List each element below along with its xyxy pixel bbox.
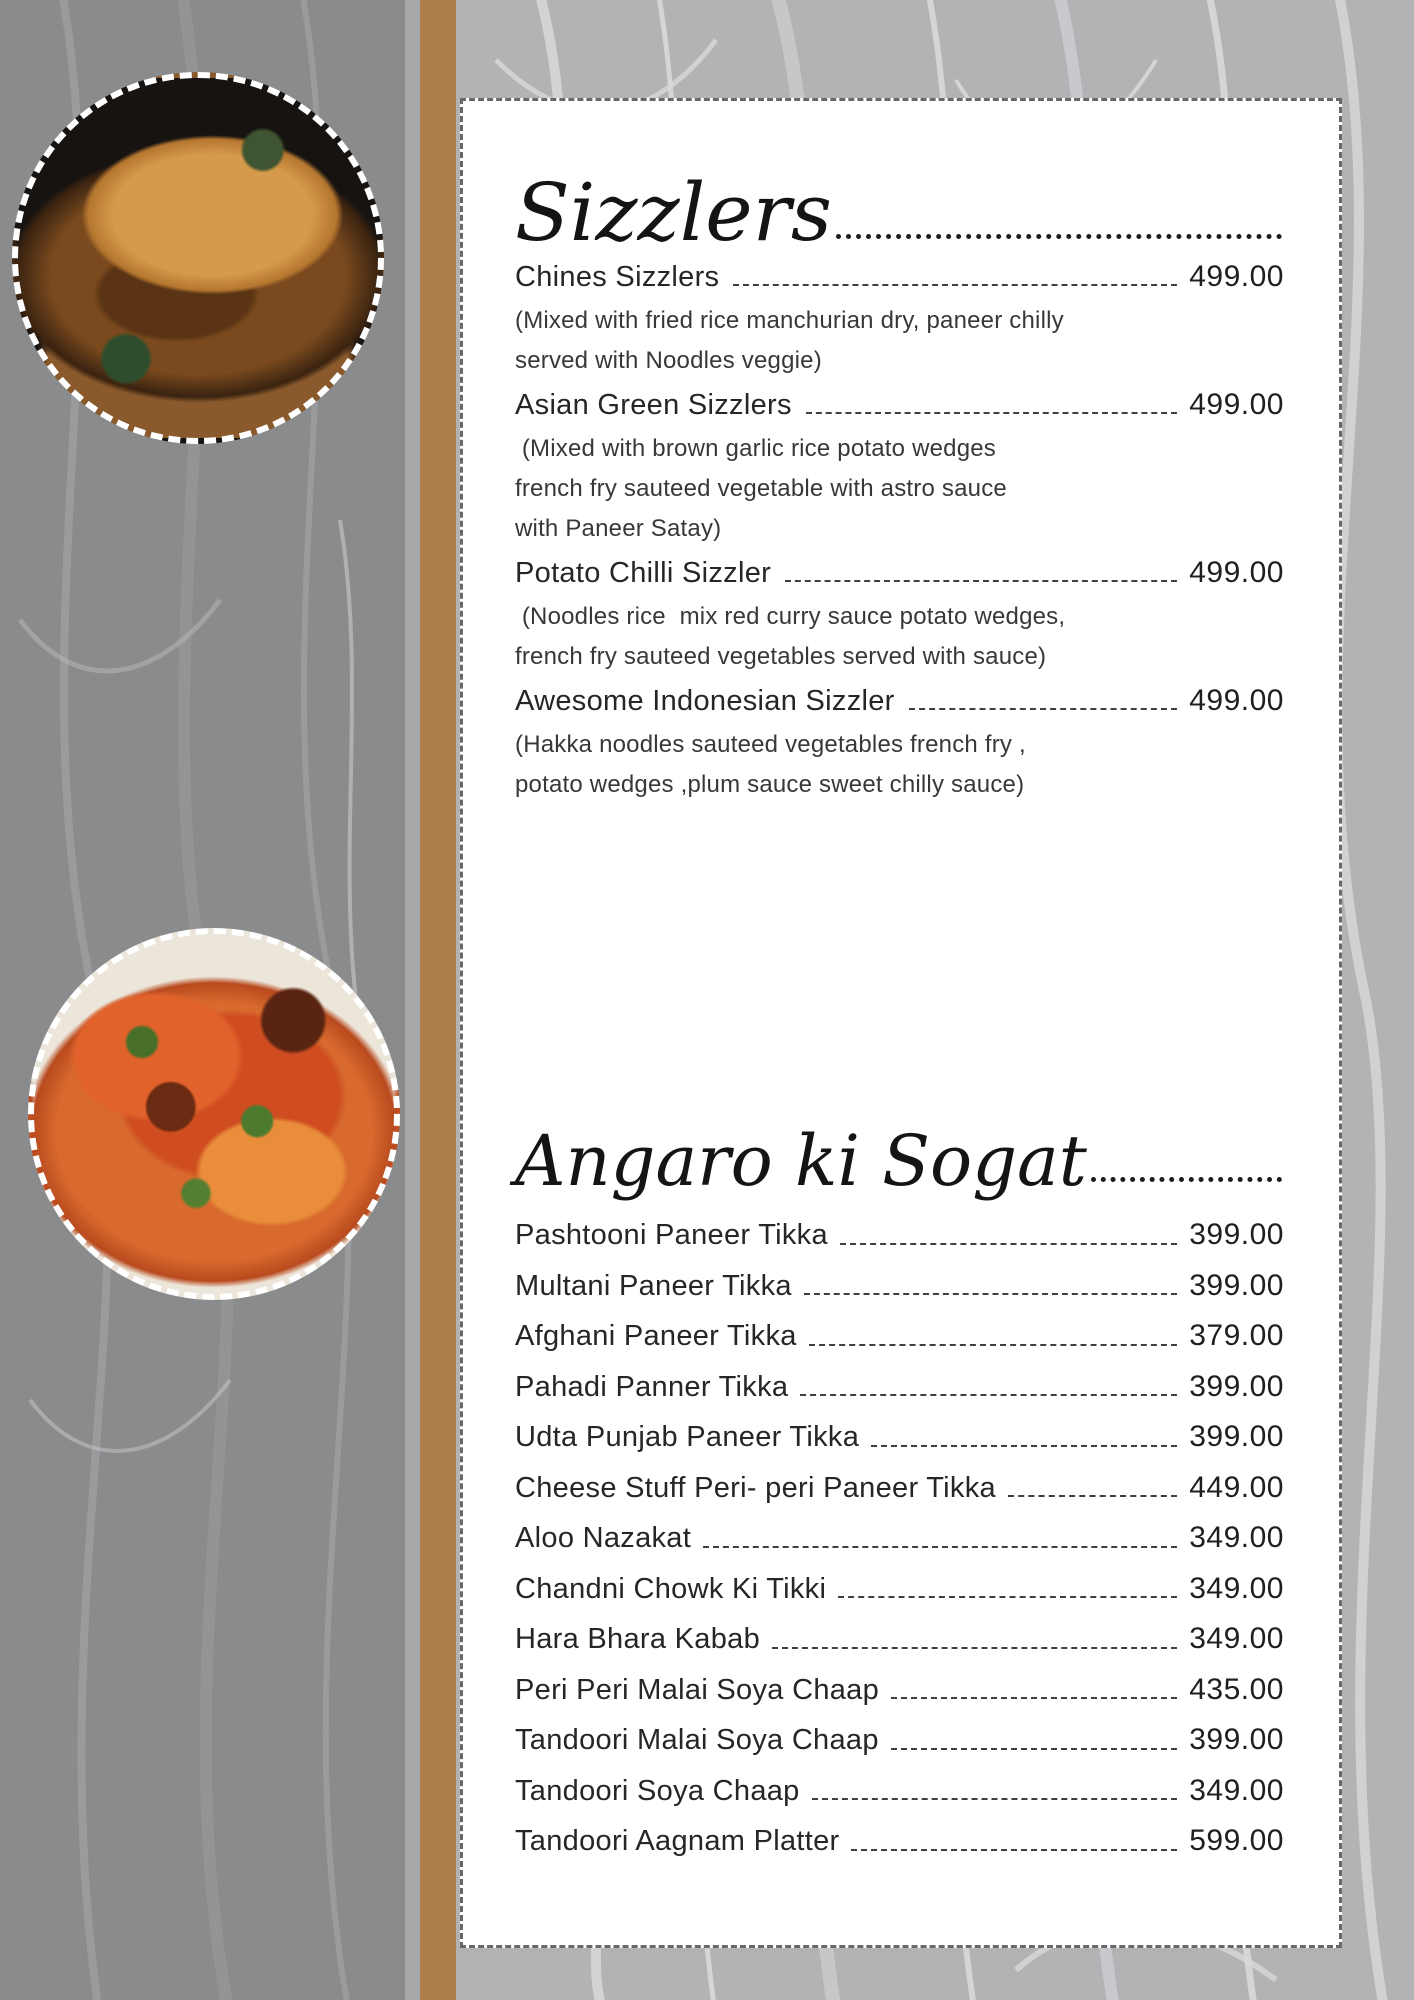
item-price: 399.00 (1189, 1369, 1284, 1403)
item-price: 499.00 (1189, 684, 1284, 717)
item-description: with Paneer Satay) (515, 515, 722, 542)
item-name: Chandni Chowk Ki Tikki (515, 1572, 827, 1605)
dashed-leader (851, 1849, 1177, 1851)
item-price: 399.00 (1189, 1420, 1284, 1453)
section-title-sizzlers (515, 131, 1284, 259)
item-description: (Noodles rice mix red curry sauce potato wedges, (515, 603, 1066, 630)
item-row (515, 549, 1284, 597)
item-row (515, 1766, 1284, 1817)
dashed-leader (785, 580, 1177, 582)
item-name: Chines Sizzlers (515, 261, 720, 293)
item-description: (Hakka noodles sauteed vegetables french fry , (515, 731, 1026, 758)
item-name: Afghani Paneer Tikka (515, 1320, 797, 1352)
dashed-leader (812, 1798, 1178, 1800)
dashed-leader (703, 1546, 1177, 1548)
section-title-text: Sizzlers (515, 166, 832, 259)
item-name: Aloo Nazakat (515, 1522, 692, 1554)
item-description: french fry sauteed vegetables served with sauce) (515, 643, 1047, 670)
item-price: 499.00 (1189, 388, 1284, 421)
dashed-leader (772, 1647, 1177, 1649)
item-row (515, 1816, 1284, 1867)
item-name: Multani Paneer Tikka (515, 1269, 792, 1302)
dashed-leader (804, 1293, 1177, 1295)
item-price: 499.00 (1189, 556, 1284, 589)
item-row (515, 1463, 1284, 1514)
item-name: Tandoori Soya Chaap (515, 1774, 800, 1807)
item-price: 349.00 (1189, 1622, 1284, 1655)
brown-accent-stripe (420, 0, 456, 2000)
item-price: 349.00 (1189, 1571, 1284, 1605)
item-name: Pahadi Panner Tikka (515, 1370, 789, 1403)
dashed-leader (809, 1344, 1178, 1346)
item-description: (Mixed with brown garlic rice potato wedges (515, 435, 997, 462)
dashed-leader (891, 1697, 1177, 1699)
item-row (515, 1665, 1284, 1716)
section-title-text: Angaro ki Sogat (515, 1120, 1087, 1202)
item-price: 449.00 (1189, 1470, 1284, 1504)
item-name: Pashtooni Paneer Tikka (515, 1219, 828, 1251)
item-price: 399.00 (1189, 1268, 1284, 1302)
panel-divider (405, 0, 420, 2000)
dashed-leader (800, 1394, 1177, 1396)
item-price: 499.00 (1189, 260, 1284, 293)
item-description: french fry sauteed vegetable with astro sauce (515, 475, 1007, 502)
item-name: Udta Punjab Paneer Tikka (515, 1421, 860, 1453)
item-price: 435.00 (1189, 1672, 1284, 1706)
menu-item (515, 677, 1284, 805)
item-price: 379.00 (1189, 1319, 1284, 1352)
item-row (515, 1513, 1284, 1564)
item-price: 399.00 (1189, 1723, 1284, 1756)
menu-card (460, 98, 1342, 1948)
menu-item (515, 253, 1284, 381)
dashed-leader (733, 284, 1177, 286)
item-row (515, 1715, 1284, 1766)
item-name: Cheese Stuff Peri- peri Paneer Tikka (515, 1471, 996, 1504)
item-description: served with Noodles veggie) (515, 347, 822, 374)
item-row (515, 677, 1284, 725)
dashed-leader (840, 1243, 1177, 1245)
item-row (515, 1614, 1284, 1665)
item-name: Tandoori Aagnam Platter (515, 1825, 840, 1857)
item-row (515, 1311, 1284, 1362)
item-row (515, 1564, 1284, 1615)
item-name: Awesome Indonesian Sizzler (515, 685, 895, 717)
menu-item (515, 381, 1284, 549)
item-row (515, 1412, 1284, 1463)
item-name: Asian Green Sizzlers (515, 389, 792, 421)
dashed-leader (909, 708, 1178, 710)
dashed-leader (806, 412, 1177, 414)
item-price: 349.00 (1189, 1773, 1284, 1807)
paneer-tikka-photo (28, 928, 400, 1300)
item-price: 349.00 (1189, 1521, 1284, 1554)
noodle-sizzler-photo (12, 72, 384, 444)
item-price: 399.00 (1189, 1218, 1284, 1251)
dashed-leader (871, 1445, 1177, 1447)
angaro-ki-sogat-items (515, 1210, 1284, 1867)
dashed-leader (838, 1596, 1177, 1598)
dashed-leader (1008, 1495, 1177, 1497)
item-row (515, 1210, 1284, 1261)
item-name: Tandoori Malai Soya Chaap (515, 1724, 879, 1756)
section-title-angaro-ki-sogat (515, 1081, 1284, 1202)
item-price: 599.00 (1189, 1824, 1284, 1857)
item-row (515, 253, 1284, 301)
item-name: Hara Bhara Kabab (515, 1623, 761, 1655)
item-name: Potato Chilli Sizzler (515, 557, 772, 589)
item-row (515, 1362, 1284, 1413)
title-dotted-leader (836, 234, 1282, 239)
menu-item (515, 549, 1284, 677)
item-name: Peri Peri Malai Soya Chaap (515, 1673, 880, 1706)
sizzlers-items (515, 253, 1284, 805)
dashed-leader (891, 1748, 1177, 1750)
item-description: (Mixed with fried rice manchurian dry, paneer chilly (515, 307, 1064, 334)
item-row (515, 1261, 1284, 1312)
item-row (515, 381, 1284, 429)
title-dotted-leader (1091, 1177, 1282, 1182)
item-description: potato wedges ,plum sauce sweet chilly sauce) (515, 771, 1025, 798)
